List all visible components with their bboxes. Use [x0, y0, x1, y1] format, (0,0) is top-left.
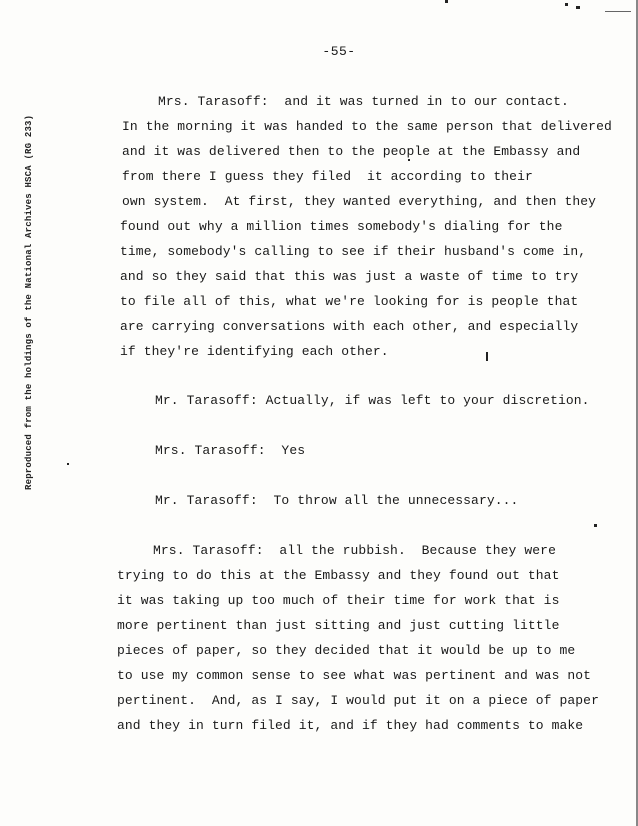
text-line: Mr. Tarasoff: To throw all the unnecessary... — [155, 493, 519, 508]
text-line: and it was delivered then to the people at the Embassy and — [122, 144, 581, 159]
text-line: trying to do this at the Embassy and they found out that — [117, 568, 560, 583]
text-line: pertinent. And, as I say, I would put it on a piece of paper — [117, 693, 599, 708]
text-line: found out why a million times somebody's dialing for the — [120, 219, 563, 234]
scan-mark — [408, 159, 410, 161]
text-line: and they in turn filed it, and if they had comments to make — [117, 718, 584, 733]
text-line: and so they said that this was just a waste of time to try — [120, 269, 579, 284]
text-line: to use my common sense to see what was pertinent and was not — [117, 668, 592, 683]
text-line: Mrs. Tarasoff: Yes — [155, 443, 306, 458]
text-line: more pertinent than just sitting and just cutting little — [117, 618, 560, 633]
scan-mark — [605, 11, 631, 12]
text-line: In the morning it was handed to the same person that delivered — [122, 119, 612, 134]
text-line: time, somebody's calling to see if their husband's come in, — [120, 244, 587, 259]
text-line: pieces of paper, so they decided that it would be up to me — [117, 643, 576, 658]
text-line: Mrs. Tarasoff: and it was turned in to our contact. — [158, 94, 569, 109]
scan-mark — [576, 6, 580, 9]
text-line: it was taking up too much of their time for work that is — [117, 593, 560, 608]
text-line: from there I guess they filed it according to their — [122, 169, 533, 184]
scan-mark — [565, 3, 568, 6]
scan-mark — [445, 0, 448, 3]
text-line: if they're identifying each other. — [120, 344, 389, 359]
archive-stamp: Reproduced from the holdings of the National Archives HSCA (RG 233) — [24, 114, 34, 490]
text-line: are carrying conversations with each other, and especially — [120, 319, 579, 334]
scan-mark — [594, 524, 597, 527]
text-line: Mrs. Tarasoff: all the rubbish. Because they were — [153, 543, 556, 558]
scan-mark — [67, 463, 69, 465]
text-line: Mr. Tarasoff: Actually, if was left to your discretion. — [155, 393, 590, 408]
scan-mark — [486, 352, 488, 361]
text-line: own system. At first, they wanted everything, and then they — [122, 194, 597, 209]
page-number: -55- — [322, 44, 356, 59]
text-line: to file all of this, what we're looking for is people that — [120, 294, 579, 309]
